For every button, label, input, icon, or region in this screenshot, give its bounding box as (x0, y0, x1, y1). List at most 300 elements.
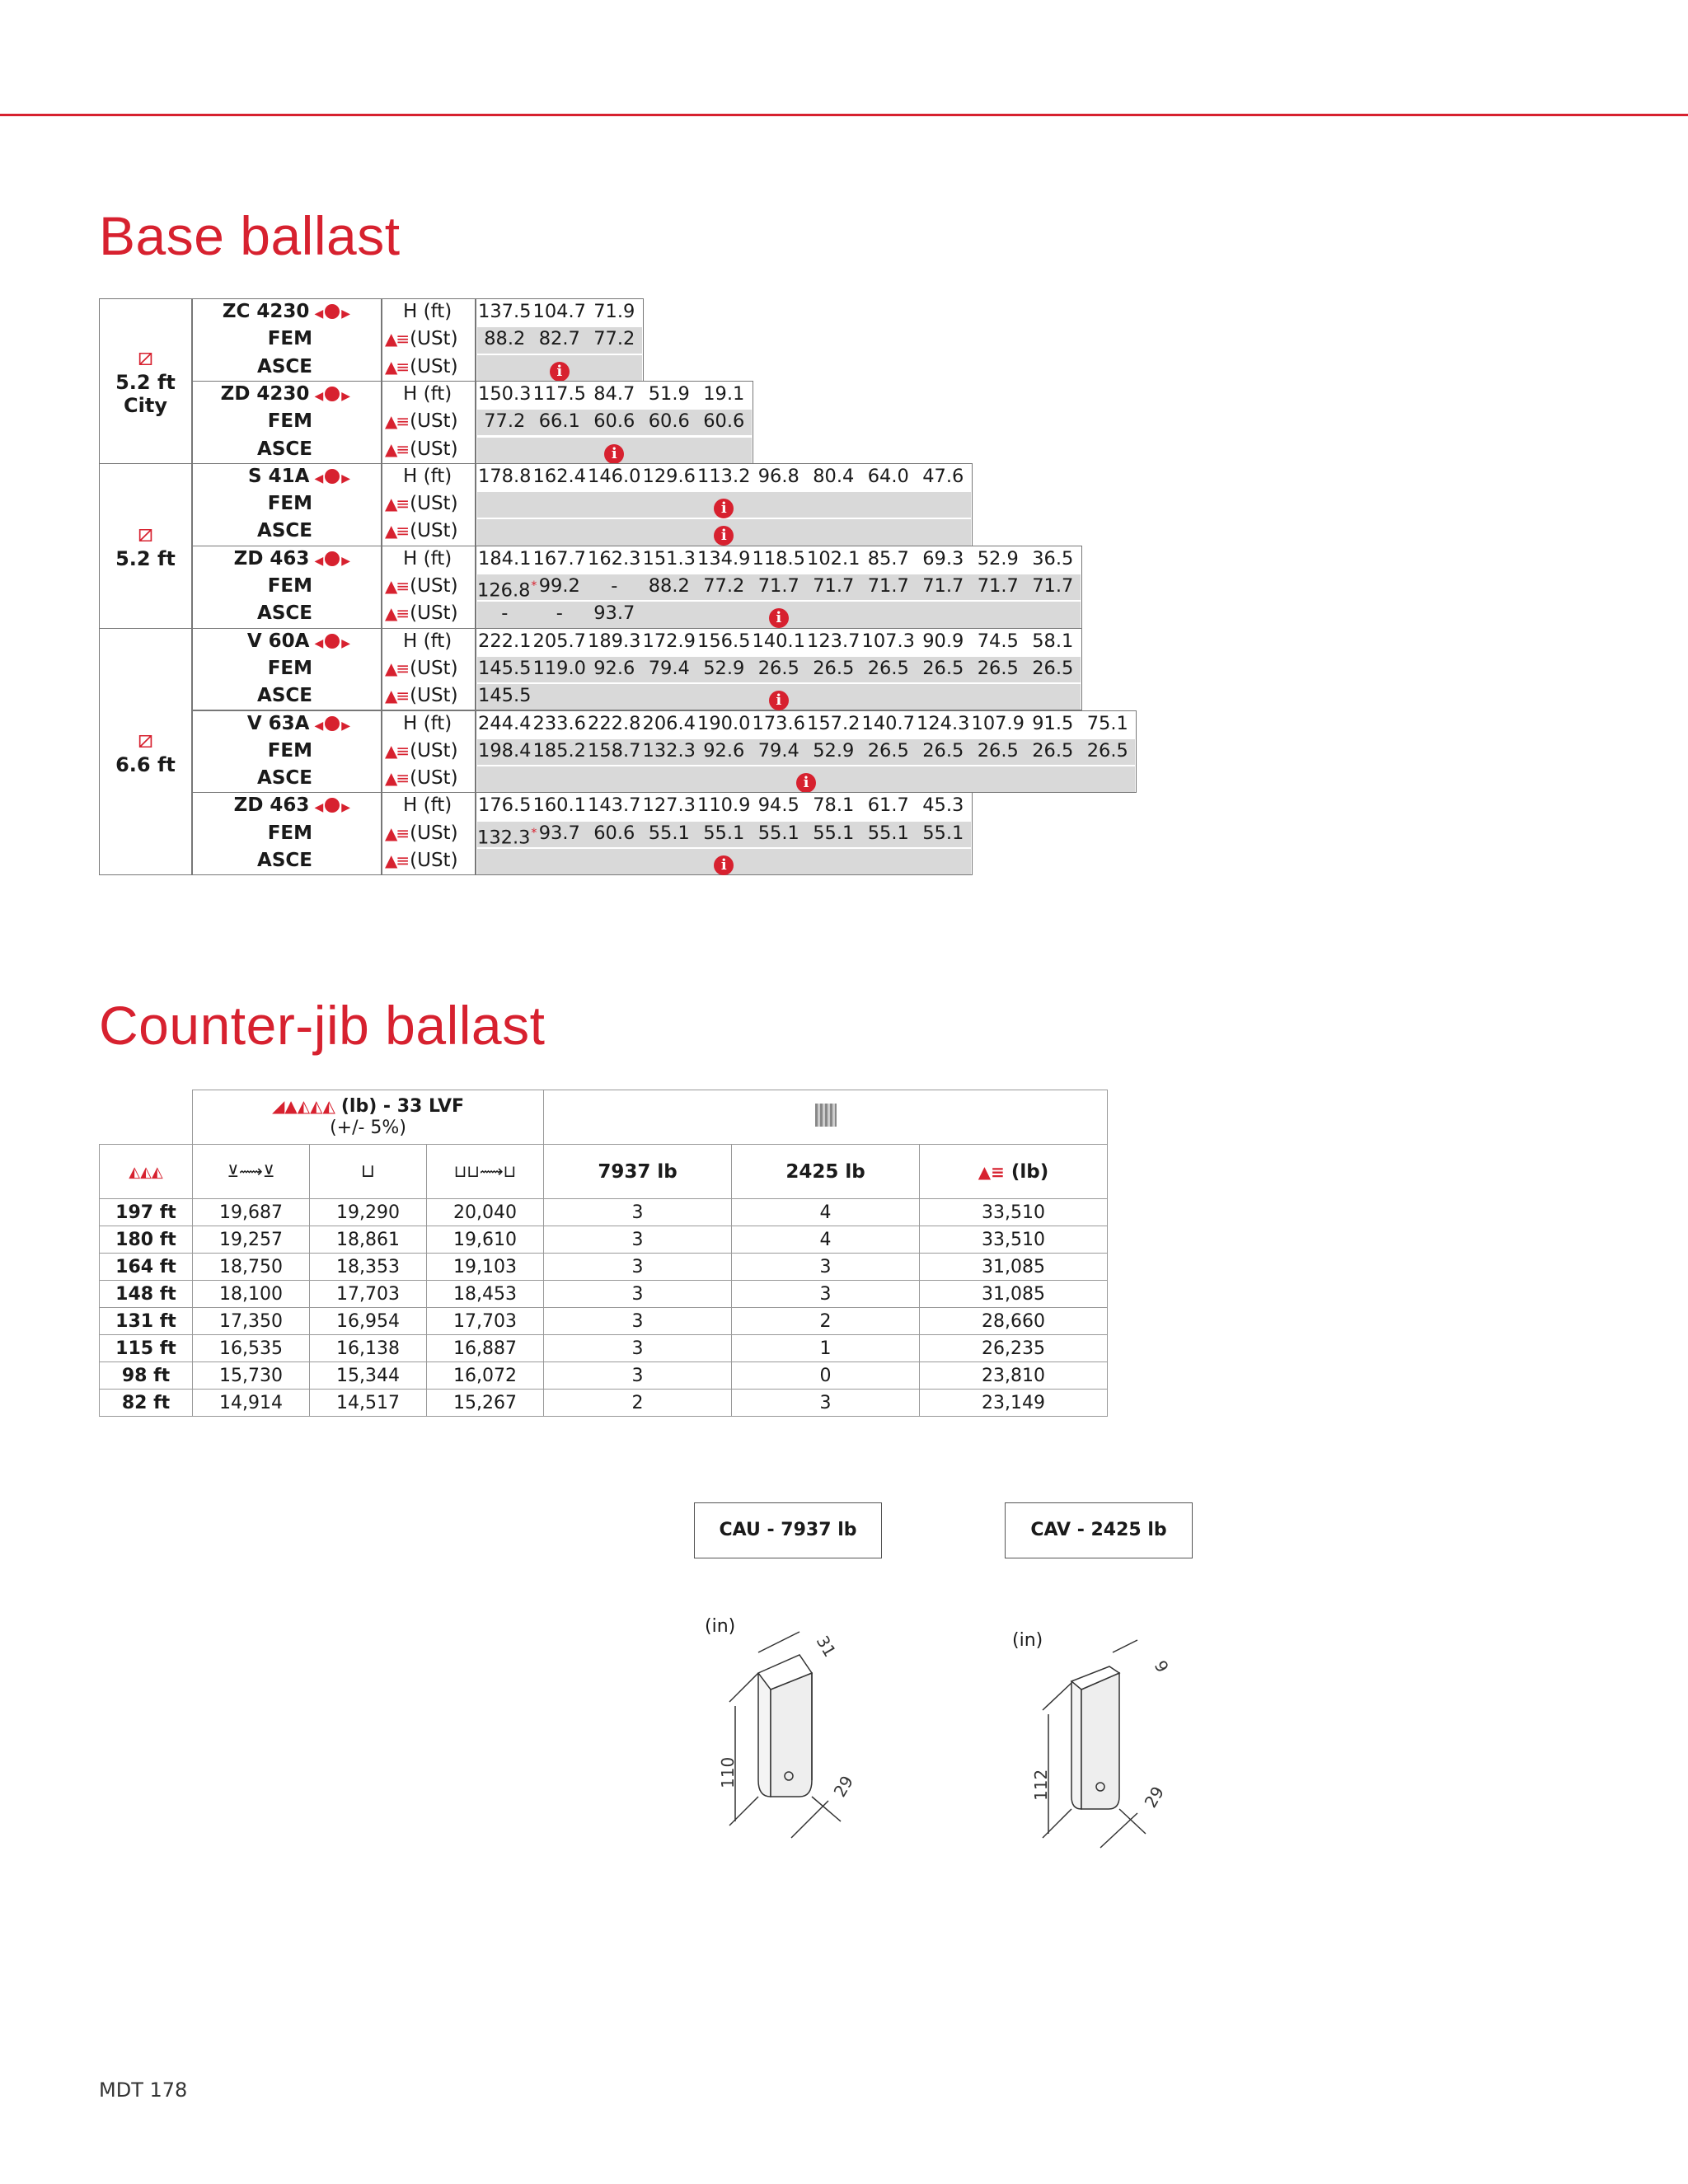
ballast-weight-icon: ▲≡ (385, 823, 409, 843)
row-label: FEM (267, 328, 312, 350)
value-cell: 26.5 (1032, 657, 1074, 679)
value-cell: 15,730 (193, 1362, 310, 1390)
info-icon: i (714, 499, 734, 518)
row-unit-text: (USt) (410, 739, 458, 762)
value-cell: 26.5 (867, 739, 909, 762)
value-cell: 85.7 (867, 547, 909, 569)
row-unit (382, 710, 476, 738)
value-cell: 23,149 (920, 1390, 1108, 1417)
cau-block-drawing (709, 1615, 907, 1863)
row-unit (382, 408, 476, 435)
table-row (100, 1390, 1108, 1417)
value-cell: 151.3 (642, 547, 696, 569)
value-cell: 36.5 (1032, 547, 1074, 569)
value-cell: 162.3 (588, 547, 641, 569)
arrow-left-icon: ◀ (314, 801, 324, 815)
value-cell: 71.7 (813, 575, 855, 597)
row-unit-text: (USt) (410, 657, 458, 679)
value-cell: 19,103 (427, 1254, 544, 1281)
info-cell (604, 439, 624, 461)
value-cell: 189.3 (588, 630, 641, 652)
footnote-star: * (531, 826, 537, 840)
value-cell: 80.4 (813, 465, 855, 487)
value-cell: 52.9 (977, 547, 1019, 569)
value-cell: 26.5 (977, 657, 1019, 679)
row-label: ASCE (257, 685, 312, 707)
double-hook-icon: ⊔⊔⟿⊔ (453, 1161, 517, 1181)
ballast-weight-icon: ▲≡ (385, 411, 409, 432)
value-cell: 19,687 (193, 1199, 310, 1226)
header-2425: 2425 lb (732, 1145, 920, 1199)
header-ballast-block (544, 1090, 1108, 1145)
value-cell: 18,100 (193, 1281, 310, 1308)
row-unit (382, 600, 476, 627)
value-cell: 55.1 (648, 822, 690, 844)
info-icon: i (769, 608, 789, 628)
value-cell: - (556, 602, 563, 625)
row-unit-text: H (ft) (403, 712, 452, 734)
row-label: ASCE (257, 767, 312, 790)
value-cell: 71.7 (922, 575, 964, 597)
group-label-text: 5.2 ft (115, 547, 176, 571)
value-cell: 51.9 (648, 382, 690, 405)
row-unit (382, 655, 476, 682)
value-cell: 75.1 (1086, 712, 1128, 734)
ballast-weight-icon: ▲≡ (385, 851, 409, 870)
svg-text:9: 9 (1150, 1657, 1173, 1676)
value-cell: 143.7 (588, 794, 641, 817)
value-cell: 18,453 (427, 1281, 544, 1308)
value-cell: 17,350 (193, 1308, 310, 1335)
jib-length-icon: ◭◭◭ (129, 1164, 163, 1181)
value-cell (477, 573, 537, 602)
value-cell: 172.9 (642, 630, 696, 652)
square-slash-icon: ⧄ (137, 519, 154, 549)
table-row (100, 1226, 1108, 1254)
value-cell: 61.7 (867, 794, 909, 817)
value-cell: 150.3 (478, 382, 532, 405)
value-cell: 107.9 (971, 712, 1025, 734)
row-label: ASCE (257, 602, 312, 625)
value-cell: 92.6 (703, 739, 745, 762)
trolley-hook-icon: ⊻⟿⊻ (227, 1161, 275, 1181)
ballast-weight-icon: ▲≡ (385, 356, 409, 377)
value-cell: 107.3 (861, 630, 915, 652)
row-unit-text: (USt) (410, 410, 458, 433)
info-icon: i (769, 691, 789, 710)
value-cell: 26,235 (920, 1335, 1108, 1362)
row-unit-text: (USt) (410, 575, 458, 597)
table-row (100, 1199, 1108, 1226)
arrow-left-icon: ◀ (314, 389, 324, 403)
value-cell: 18,861 (310, 1226, 427, 1254)
table-row (100, 1362, 1108, 1390)
value-cell: 60.6 (593, 822, 635, 844)
value-cell (477, 820, 537, 849)
row-label: FEM (267, 493, 312, 515)
svg-text:29: 29 (1140, 1783, 1169, 1811)
cau-label: CAU - 7937 lb (694, 1502, 882, 1558)
row-unit-text: H (ft) (403, 547, 452, 569)
value-cell: 19,610 (427, 1226, 544, 1254)
arrow-right-icon: ▶ (341, 801, 350, 815)
value-cell: 92.6 (593, 657, 635, 679)
ballast-weight-icon: ▲≡ (385, 658, 409, 678)
value-cell: 145.5 (478, 685, 532, 707)
arrow-right-icon: ▶ (341, 719, 350, 733)
value-cell: 3 (544, 1335, 732, 1362)
value-cell: 31,085 (920, 1281, 1108, 1308)
row-label: ASCE (257, 438, 312, 460)
value-cell: 2 (732, 1308, 920, 1335)
weight-icon: ▲≡ (978, 1161, 1005, 1182)
jib-length-cell: 197 ft (100, 1199, 193, 1226)
value-cell: 90.9 (922, 630, 964, 652)
value-cell: 88.2 (648, 575, 690, 597)
jib-length-cell: 82 ft (100, 1390, 193, 1417)
value-cell: 127.3 (642, 794, 696, 817)
value-cell: 184.1 (478, 547, 532, 569)
cav-unit: (in) (1012, 1630, 1043, 1651)
value-cell: 3 (544, 1308, 732, 1335)
value-cell: 26.5 (977, 739, 1019, 762)
value-cell: - (611, 575, 618, 597)
table-row (100, 1335, 1108, 1362)
value-cell: 4 (732, 1226, 920, 1254)
value-cell: 78.1 (813, 794, 855, 817)
arrow-left-icon: ◀ (314, 636, 324, 650)
value-cell: 26.5 (867, 657, 909, 679)
jib-length-cell: 131 ft (100, 1308, 193, 1335)
value-cell: 99.2 (538, 575, 580, 597)
value-cell: 69.3 (922, 547, 964, 569)
value-cell: 157.2 (807, 712, 860, 734)
value-cell: 17,703 (310, 1281, 427, 1308)
row-unit-text: (USt) (410, 438, 458, 460)
value-cell: 26.5 (922, 657, 964, 679)
value-cell: 3 (732, 1254, 920, 1281)
value-cell: 26.5 (813, 657, 855, 679)
value-cell: 45.3 (922, 794, 964, 817)
value-cell: 52.9 (813, 739, 855, 762)
footnote-star: * (531, 579, 537, 593)
value-cell: 140.1 (752, 630, 805, 652)
ballast-block-icon (815, 1104, 837, 1127)
value-cell: 19.1 (703, 382, 745, 405)
value-cell: 113.2 (697, 465, 751, 487)
value-cell: 58.1 (1032, 630, 1074, 652)
table-row (100, 1281, 1108, 1308)
value-cell: 94.5 (757, 794, 799, 817)
value-cell: 233.6 (532, 712, 586, 734)
value-cell: 222.1 (478, 630, 532, 652)
arrow-left-icon: ◀ (314, 554, 324, 568)
value-cell: 33,510 (920, 1199, 1108, 1226)
value-cell: 17,703 (427, 1308, 544, 1335)
cav-label: CAV - 2425 lb (1005, 1502, 1193, 1558)
row-unit-text: H (ft) (403, 630, 452, 652)
value-cell: 14,914 (193, 1390, 310, 1417)
value-cell: 16,887 (427, 1335, 544, 1362)
slewing-dot-icon (325, 798, 340, 813)
value-cell: 222.8 (588, 712, 641, 734)
model-name (192, 298, 382, 326)
row-unit (382, 792, 476, 819)
value-cell: 244.4 (478, 712, 532, 734)
value-cell: 93.7 (538, 822, 580, 844)
value-cell: 19,257 (193, 1226, 310, 1254)
square-slash-icon: ⧄ (137, 343, 154, 373)
row-label: FEM (267, 657, 312, 679)
slewing-dot-icon (325, 716, 340, 731)
slewing-dot-icon (325, 387, 340, 401)
value-cell: 206.4 (642, 712, 696, 734)
value-cell: 60.6 (703, 410, 745, 433)
value-cell: 84.7 (593, 382, 635, 405)
info-cell (714, 521, 734, 545)
info-icon: i (714, 526, 734, 546)
table-row (100, 1254, 1108, 1281)
jib-weight-icon: ◢▲◭◭◭ (271, 1096, 335, 1116)
row-unit-text: H (ft) (403, 465, 452, 487)
model-name (192, 381, 382, 408)
header-config-3 (427, 1145, 544, 1199)
group-label-text: 6.6 ft (115, 752, 176, 776)
model-name-text: S 41A (248, 465, 310, 487)
row-unit (382, 546, 476, 573)
row-unit-text: (USt) (410, 493, 458, 515)
value-cell: 23,810 (920, 1362, 1108, 1390)
slewing-dot-icon (325, 634, 340, 649)
model-name-text: V 60A (246, 630, 310, 652)
value-cell: 3 (544, 1281, 732, 1308)
row-unit-text: (USt) (410, 685, 458, 707)
value-cell: 19,290 (310, 1199, 427, 1226)
counter-jib-table (99, 1090, 1108, 1417)
value-cell: 79.4 (648, 657, 690, 679)
arrow-right-icon: ▶ (341, 636, 350, 650)
header-total-weight: ▲≡ (lb) (920, 1145, 1108, 1199)
value-cell: 79.4 (757, 739, 799, 762)
model-name-text: ZD 463 (233, 547, 310, 569)
value-cell: 146.0 (588, 465, 641, 487)
value-cell: 91.5 (1032, 712, 1074, 734)
arrow-left-icon: ◀ (314, 719, 324, 733)
model-name (192, 546, 382, 573)
value-cell: 4 (732, 1199, 920, 1226)
info-cell (769, 686, 789, 710)
value-cell: 167.7 (532, 547, 586, 569)
value-cell: 110.9 (697, 794, 751, 817)
arrow-right-icon: ▶ (341, 554, 350, 568)
info-cell (550, 357, 570, 378)
value-cell: 18,353 (310, 1254, 427, 1281)
cav-block-drawing (1022, 1624, 1203, 1871)
row-label: ASCE (257, 355, 312, 377)
jib-length-cell: 164 ft (100, 1254, 193, 1281)
info-cell (796, 768, 816, 790)
info-icon: i (796, 773, 816, 793)
value-cell: 20,040 (427, 1199, 544, 1226)
value-cell: 55.1 (813, 822, 855, 844)
value-cell: 71.7 (867, 575, 909, 597)
value-cell: 77.2 (593, 328, 635, 350)
value-cell: 77.2 (484, 410, 526, 433)
value-cell: 16,072 (427, 1362, 544, 1390)
value-cell: 178.8 (478, 465, 532, 487)
row-unit-text: (USt) (410, 602, 458, 625)
value-cell: 28,660 (920, 1308, 1108, 1335)
info-cell (769, 603, 789, 625)
row-unit (382, 518, 476, 545)
row-unit (382, 738, 476, 765)
group-label (99, 298, 192, 464)
row-unit (382, 298, 476, 326)
value-cell: 52.9 (703, 657, 745, 679)
value-cell: 96.8 (757, 465, 799, 487)
value-cell: 137.5 (478, 301, 532, 322)
value-cell: 104.7 (532, 301, 586, 322)
row-label: ASCE (257, 520, 312, 542)
value-cell: 2 (544, 1390, 732, 1417)
ballast-weight-icon: ▲≡ (385, 686, 409, 706)
svg-text:31: 31 (812, 1632, 841, 1661)
info-icon: i (550, 362, 570, 382)
value-cell: 145.5 (478, 657, 532, 679)
value-cell: 15,267 (427, 1390, 544, 1417)
value-cell: 102.1 (807, 547, 860, 569)
row-unit (382, 847, 476, 874)
model-name-text: ZD 4230 (220, 382, 310, 405)
value-cell: 71.9 (593, 301, 635, 322)
value-cell: 3 (544, 1362, 732, 1390)
model-name (192, 792, 382, 819)
table-row (100, 1308, 1108, 1335)
row-label: ASCE (257, 850, 312, 871)
row-unit-text: (USt) (410, 355, 458, 377)
row-unit-text: (USt) (410, 328, 458, 350)
base-ballast-table (0, 0, 1688, 907)
value-cell: 64.0 (867, 465, 909, 487)
row-unit-text: (USt) (410, 767, 458, 790)
value-cell: 60.6 (593, 410, 635, 433)
row-unit (382, 490, 476, 518)
value-cell: 3 (732, 1390, 920, 1417)
row-unit-text: (USt) (410, 850, 458, 871)
jib-length-cell: 180 ft (100, 1226, 193, 1254)
row-unit (382, 573, 476, 600)
ballast-weight-icon: ▲≡ (385, 329, 409, 349)
value-cell: 66.1 (538, 410, 580, 433)
value-cell: 1 (732, 1335, 920, 1362)
ballast-weight-icon: ▲≡ (385, 768, 409, 789)
value-cell: 16,535 (193, 1335, 310, 1362)
value-cell: 71.7 (977, 575, 1019, 597)
slewing-dot-icon (325, 469, 340, 484)
ballast-weight-icon: ▲≡ (385, 521, 409, 541)
value-cell: 15,344 (310, 1362, 427, 1390)
header-config-1 (193, 1145, 310, 1199)
value-cell: 185.2 (532, 739, 586, 762)
row-unit (382, 682, 476, 710)
value-cell: 18,750 (193, 1254, 310, 1281)
arrow-right-icon: ▶ (341, 471, 350, 485)
value-cell: 77.2 (703, 575, 745, 597)
value-cell: 60.6 (648, 410, 690, 433)
group-label (99, 463, 192, 629)
value-cell: 176.5 (478, 794, 532, 817)
jib-length-cell: 148 ft (100, 1281, 193, 1308)
svg-text:29: 29 (829, 1772, 858, 1801)
info-cell (714, 851, 734, 872)
value-cell: 55.1 (922, 822, 964, 844)
jib-length-cell: 98 ft (100, 1362, 193, 1390)
value-cell: 205.7 (532, 630, 586, 652)
value-cell: 117.5 (532, 382, 586, 405)
value-cell: 162.4 (532, 465, 586, 487)
value-cell: 26.5 (922, 739, 964, 762)
cau-unit: (in) (705, 1616, 736, 1637)
model-name-text: ZD 463 (233, 794, 310, 817)
value-cell: 26.5 (1032, 739, 1074, 762)
arrow-left-icon: ◀ (314, 307, 324, 321)
value-cell: 0 (732, 1362, 920, 1390)
row-unit-text: H (ft) (403, 301, 452, 322)
value-cell: 71.7 (757, 575, 799, 597)
section-title-base-ballast: Base ballast (99, 205, 401, 266)
svg-text:112: 112 (1031, 1769, 1051, 1801)
value-cell: 93.7 (593, 602, 635, 625)
row-unit-text: H (ft) (403, 794, 452, 817)
info-cell (714, 494, 734, 518)
row-unit (382, 463, 476, 490)
value-cell: 160.1 (532, 794, 586, 817)
value-cell: 31,085 (920, 1254, 1108, 1281)
value-text: 132.3 (477, 827, 531, 849)
value-cell: 198.4 (478, 739, 532, 762)
row-unit (382, 765, 476, 792)
group-label-sub: City (124, 394, 167, 418)
value-cell: 16,954 (310, 1308, 427, 1335)
row-unit (382, 354, 476, 381)
row-unit-text: (USt) (410, 822, 458, 844)
row-unit-text: H (ft) (403, 382, 452, 405)
value-cell: 88.2 (484, 328, 526, 350)
value-cell: 124.3 (917, 712, 970, 734)
value-cell: 132.3 (642, 739, 696, 762)
value-cell: - (501, 602, 509, 625)
value-cell: 74.5 (977, 630, 1019, 652)
value-cell: 158.7 (588, 739, 641, 762)
square-slash-icon: ⧄ (137, 724, 154, 754)
value-cell: 3 (544, 1199, 732, 1226)
value-cell: 118.5 (752, 547, 805, 569)
arrow-right-icon: ▶ (341, 389, 350, 403)
group-label-text: 5.2 ft (115, 371, 176, 395)
svg-text:110: 110 (718, 1756, 738, 1788)
section-title-counter-jib-ballast: Counter-jib ballast (99, 995, 546, 1056)
arrow-right-icon: ▶ (341, 307, 350, 321)
row-unit-text: (USt) (410, 520, 458, 542)
info-icon: i (714, 855, 734, 875)
row-unit (382, 381, 476, 408)
ballast-weight-icon: ▲≡ (385, 494, 409, 514)
row-unit (382, 326, 476, 353)
header-jib-length (100, 1145, 193, 1199)
model-name (192, 463, 382, 490)
value-cell: 26.5 (1086, 739, 1128, 762)
page-footer: MDT 178 (99, 2079, 188, 2102)
